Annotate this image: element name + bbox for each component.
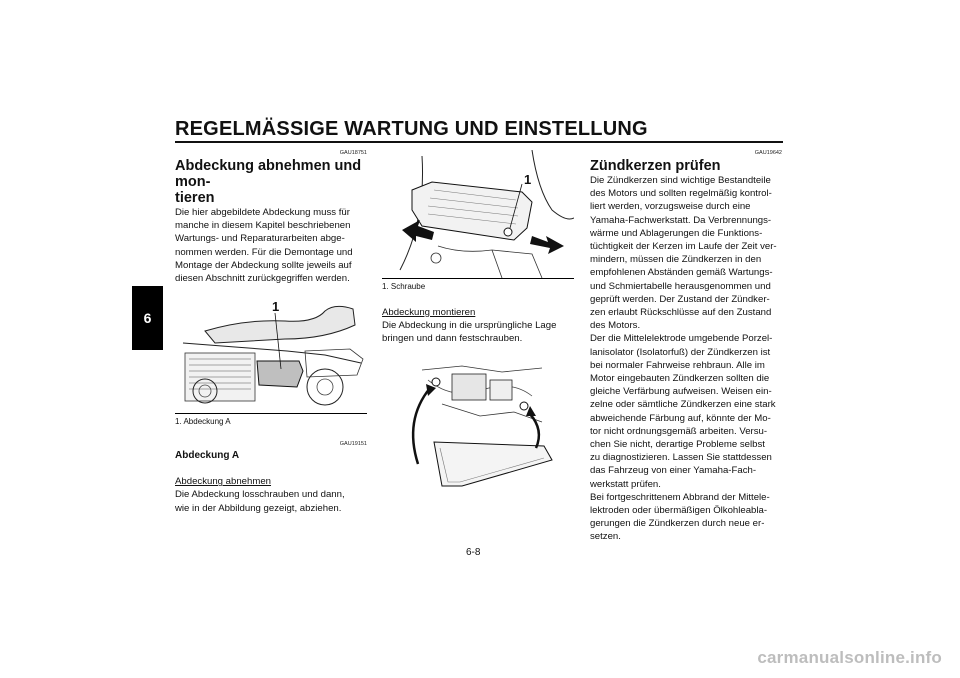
text-line: zelne oder sämtliche Zündkerzen eine stark [590, 399, 776, 411]
page-header-title: REGELMÄSSIGE WARTUNG UND EINSTELLUNG [175, 118, 648, 140]
text-line: Motor eingebauten Zündkerzen sollten die [590, 373, 770, 385]
page-number: 6-8 [466, 547, 481, 558]
paragraph-3 [590, 491, 782, 544]
text-line: zu diagnostizieren. Lassen Sie stattdessen [590, 452, 772, 464]
paragraph-1 [590, 174, 782, 332]
section-code: GAU19642 [754, 150, 782, 156]
text-line: liert werden, vorzugsweise durch eine [590, 201, 751, 213]
header-rule [175, 141, 783, 143]
text-line: wie in der Abbildung gezeigt, abziehen. [175, 502, 342, 514]
text-line: zen erlaubt Rückschlüsse auf den Zustand [590, 307, 772, 319]
text-line: diesen Abschnitt zurückgegriffen werden. [175, 273, 350, 285]
text-line: geprüft werden. Der Zustand der Zündker- [590, 293, 770, 305]
cover-a-figure [175, 291, 367, 414]
intro-paragraph [175, 206, 367, 285]
text-line: tor nicht ordnungsgemäß arbeiten. Versu- [590, 425, 768, 437]
text-line: werkstatt prüfen. [590, 478, 661, 490]
text-line: und Schmiertabelle herausgenommen und [590, 280, 771, 292]
remove-title: Abdeckung abnehmen [175, 476, 272, 488]
paragraph-2 [590, 332, 782, 490]
install-title: Abdeckung montieren [382, 307, 476, 318]
text-line: manche in diesem Kapitel beschriebenen [175, 220, 351, 232]
text-line: gleiche Verfärbung aufweisen. Weisen ein- [590, 386, 772, 398]
text-line: mindern, müssen die Zündkerzen in den [590, 254, 762, 266]
text-line: Die Zündkerzen sind wichtige Bestandteile [590, 175, 771, 186]
text-line: empfohlenen Abständen gemäß Wartungs- [590, 267, 773, 279]
column-right [590, 150, 782, 544]
text-line: bringen und dann festschrauben. [382, 333, 523, 345]
watermark: carmanualsonline.info [757, 648, 942, 667]
text-line: das Fahrzeug von einer Yamaha-Fach- [590, 465, 757, 477]
section-heading-line2: tieren [175, 190, 215, 206]
text-line: Bei fortgeschrittenem Abbrand der Mittele- [590, 491, 770, 503]
text-line: Die Abdeckung in die ursprüngliche Lage [382, 320, 557, 332]
subsection-heading: Abdeckung A [175, 450, 240, 462]
text-line: Der die Mittelelektrode umgebende Porzel- [590, 333, 773, 345]
text-line: bei normaler Fahrweise rehbraun. Alle im [590, 359, 765, 371]
text-line: setzen. [590, 531, 621, 543]
text-line: des Motors. [590, 320, 641, 332]
figure-callout: 1 [524, 172, 532, 187]
text-line: tüchtigkeit der Kerzen im Laufe der Zeit ver- [590, 241, 777, 253]
figure-caption: 1. Abdeckung A [175, 417, 231, 427]
section-heading-line1: Abdeckung abnehmen und mon- [175, 158, 362, 190]
section-code: GAU18751 [339, 150, 367, 156]
text-line: Die Abdeckung losschrauben und dann, [175, 489, 345, 501]
text-line: lektroden oder übermäßigen Ölkohleabla- [590, 505, 768, 517]
install-instructions [382, 306, 574, 346]
text-line: nommen werden. Für die Demontage und [175, 246, 353, 258]
text-line: Wartungs- und Reparaturarbeiten abge- [175, 233, 345, 245]
column-left [175, 150, 367, 515]
install-figure [382, 360, 574, 488]
column-middle [382, 150, 574, 488]
section-heading [175, 158, 367, 206]
text-line: Die hier abgebildete Abdeckung muss für [175, 207, 350, 218]
text-line: des Motors und sollten regelmäßig kontrol- [590, 188, 772, 200]
text-line: chen Sie nicht, derartige Probleme selbst [590, 439, 765, 451]
chapter-tab[interactable]: 6 [132, 286, 163, 350]
section-heading: Zündkerzen prüfen [590, 158, 721, 174]
screw-figure [382, 150, 574, 279]
text-line: wärme und Ablagerungen die Funktions- [590, 227, 763, 239]
text-line: Montage der Abdeckung sollte jeweils auf [175, 259, 352, 271]
remove-instructions [175, 475, 367, 515]
text-line: abweichende Färbung auf, könnte der Mo- [590, 412, 771, 424]
section-code: GAU19151 [339, 441, 367, 448]
text-line: gerungen die Zündkerzen durch neue er- [590, 518, 765, 530]
text-line: lanisolator (Isolatorfuß) der Zündkerzen ist [590, 346, 771, 358]
text-line: Yamaha-Fachwerkstatt. Da Verbrennungs- [590, 214, 772, 226]
figure-callout: 1 [272, 299, 280, 315]
figure-caption: 1. Schraube [382, 282, 426, 291]
